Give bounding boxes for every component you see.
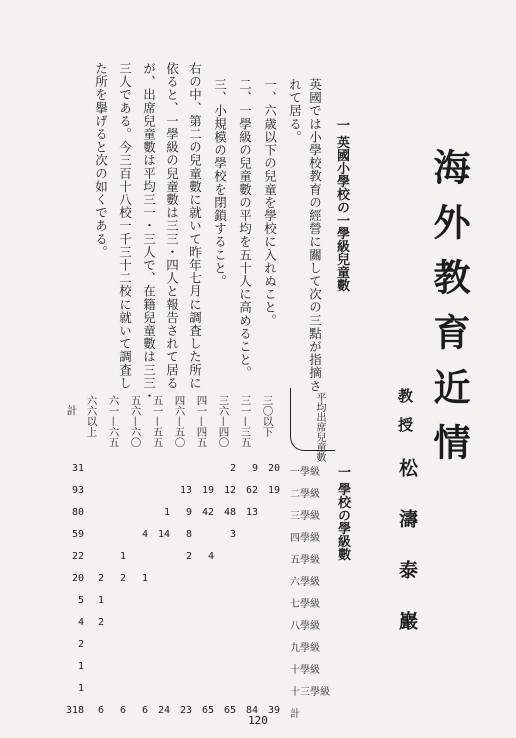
table-cell: 9 — [185, 507, 192, 518]
body-line-7: 依ると、一學級の兒童數は三三・四人と報告されて居る — [164, 62, 180, 390]
table-grade-header: 計 — [290, 709, 300, 720]
table-cell: 65 — [223, 705, 236, 716]
table-cell: 19 — [201, 485, 214, 496]
table-grade-header: 八學級 — [290, 621, 320, 632]
body-line-10: た所を擧げると次の如くである。 — [93, 62, 109, 259]
table-cell: 8 — [185, 529, 192, 540]
body-line-6: 右の中、第二の兒童數に就いて昨年七月に調査した所に — [187, 62, 203, 390]
table-cell: 2 — [119, 573, 126, 584]
body-line-2: れて居る。 — [287, 78, 303, 144]
table-cell: 59 — [71, 529, 84, 540]
table-cell: 22 — [71, 551, 84, 562]
table-row-label: 三六—四〇 — [217, 395, 230, 448]
table-grade-header: 六學級 — [290, 577, 320, 588]
body-line-9: 三人である。今三百十八校一千三十二校に就いて調査し — [117, 62, 133, 390]
table-cell: 2 — [229, 463, 236, 474]
table-cell: 13 — [179, 485, 192, 496]
table-row-label: 三〇以下 — [261, 395, 274, 437]
body-line-4: 二、一學級の兒童數の平均を五十人に高めること。 — [237, 78, 253, 380]
table-row-label: 六一—六五 — [107, 395, 120, 448]
body-line-8: が、出席兒童數は平均三一・三人で、在籍兒童數は三三・ — [141, 62, 157, 403]
table-grade-header: 一學級 — [290, 467, 320, 478]
table-cell: 1 — [77, 683, 84, 694]
table-cell: 1 — [97, 595, 104, 606]
table-cell: 13 — [245, 507, 258, 518]
table-grade-header: 四學級 — [290, 533, 320, 544]
table-corner-bracket — [290, 388, 335, 451]
table-cell: 65 — [201, 705, 214, 716]
table-cell: 62 — [245, 485, 258, 496]
table-grade-header: 七學級 — [290, 599, 320, 610]
table-row-label: 四六—五〇 — [173, 395, 186, 448]
table-row-label-total: 計 — [65, 405, 78, 416]
table-cell: 1 — [141, 573, 148, 584]
table-cell: 2 — [97, 573, 104, 584]
table-cell: 6 — [141, 705, 148, 716]
table-cell: 1 — [77, 661, 84, 672]
table-grade-header: 十學級 — [290, 665, 320, 676]
table-row-label: 五一—五五 — [151, 395, 164, 448]
table-cell: 1 — [119, 551, 126, 562]
table-cell: 4 — [207, 551, 214, 562]
body-line-3: 一、六歳以下の兒童を學校に入れぬこと。 — [262, 78, 278, 327]
table-cell: 39 — [267, 705, 280, 716]
table-cell: 20 — [267, 463, 280, 474]
table-grade-header: 十三學級 — [290, 687, 330, 698]
table-cell: 6 — [119, 705, 126, 716]
table-row-label: 四一—四五 — [195, 395, 208, 448]
table-cell: 2 — [77, 639, 84, 650]
table-grade-header: 三學級 — [290, 511, 320, 522]
section-heading-class-count: 一 學校の學級數 — [335, 465, 350, 561]
table-cell: 2 — [185, 551, 192, 562]
table-row-label: 三一—三五 — [239, 395, 252, 448]
table-cell: 23 — [179, 705, 192, 716]
table-cell: 3 — [229, 529, 236, 540]
table-cell: 80 — [71, 507, 84, 518]
table-cell: 318 — [65, 705, 84, 716]
table-cell: 84 — [245, 705, 258, 716]
table-cell: 6 — [97, 705, 104, 716]
table-row-label: 五六—六〇 — [129, 395, 142, 448]
table-cell: 4 — [77, 617, 84, 628]
table-cell: 12 — [223, 485, 236, 496]
table-row-label: 六六以上 — [85, 395, 98, 437]
table-cell: 1 — [163, 507, 170, 518]
body-line-5: 三、小規模の學校を閉鎖すること。 — [212, 78, 228, 288]
author-role: 教授 — [396, 388, 414, 446]
table-cell: 19 — [267, 485, 280, 496]
table-cell: 14 — [157, 529, 170, 540]
section-heading-pupils-per-class: 一 英國小學校の一學級兒童數 — [334, 118, 349, 292]
author-name: 松濤泰巖 — [396, 458, 418, 662]
table-cell: 48 — [223, 507, 236, 518]
table-grade-header: 九學級 — [290, 643, 320, 654]
article-title: 海外教育近情 — [427, 148, 471, 478]
table-cell: 93 — [71, 485, 84, 496]
body-line-1: 英國では小學校教育の經營に關して次の三點が指摘さ — [307, 78, 323, 393]
table-grade-header: 二學級 — [290, 489, 320, 500]
table-cell: 2 — [97, 617, 104, 628]
table-cell: 4 — [141, 529, 148, 540]
table-cell: 20 — [71, 573, 84, 584]
table-cell: 24 — [157, 705, 170, 716]
table-cell: 42 — [201, 507, 214, 518]
table-cell: 9 — [251, 463, 258, 474]
table-cell: 31 — [71, 463, 84, 474]
table-corner-label: 平均出席兒童數 — [314, 392, 325, 462]
table-cell: 5 — [77, 595, 84, 606]
page-number: 120 — [248, 714, 268, 727]
table-grade-header: 五學級 — [290, 555, 320, 566]
